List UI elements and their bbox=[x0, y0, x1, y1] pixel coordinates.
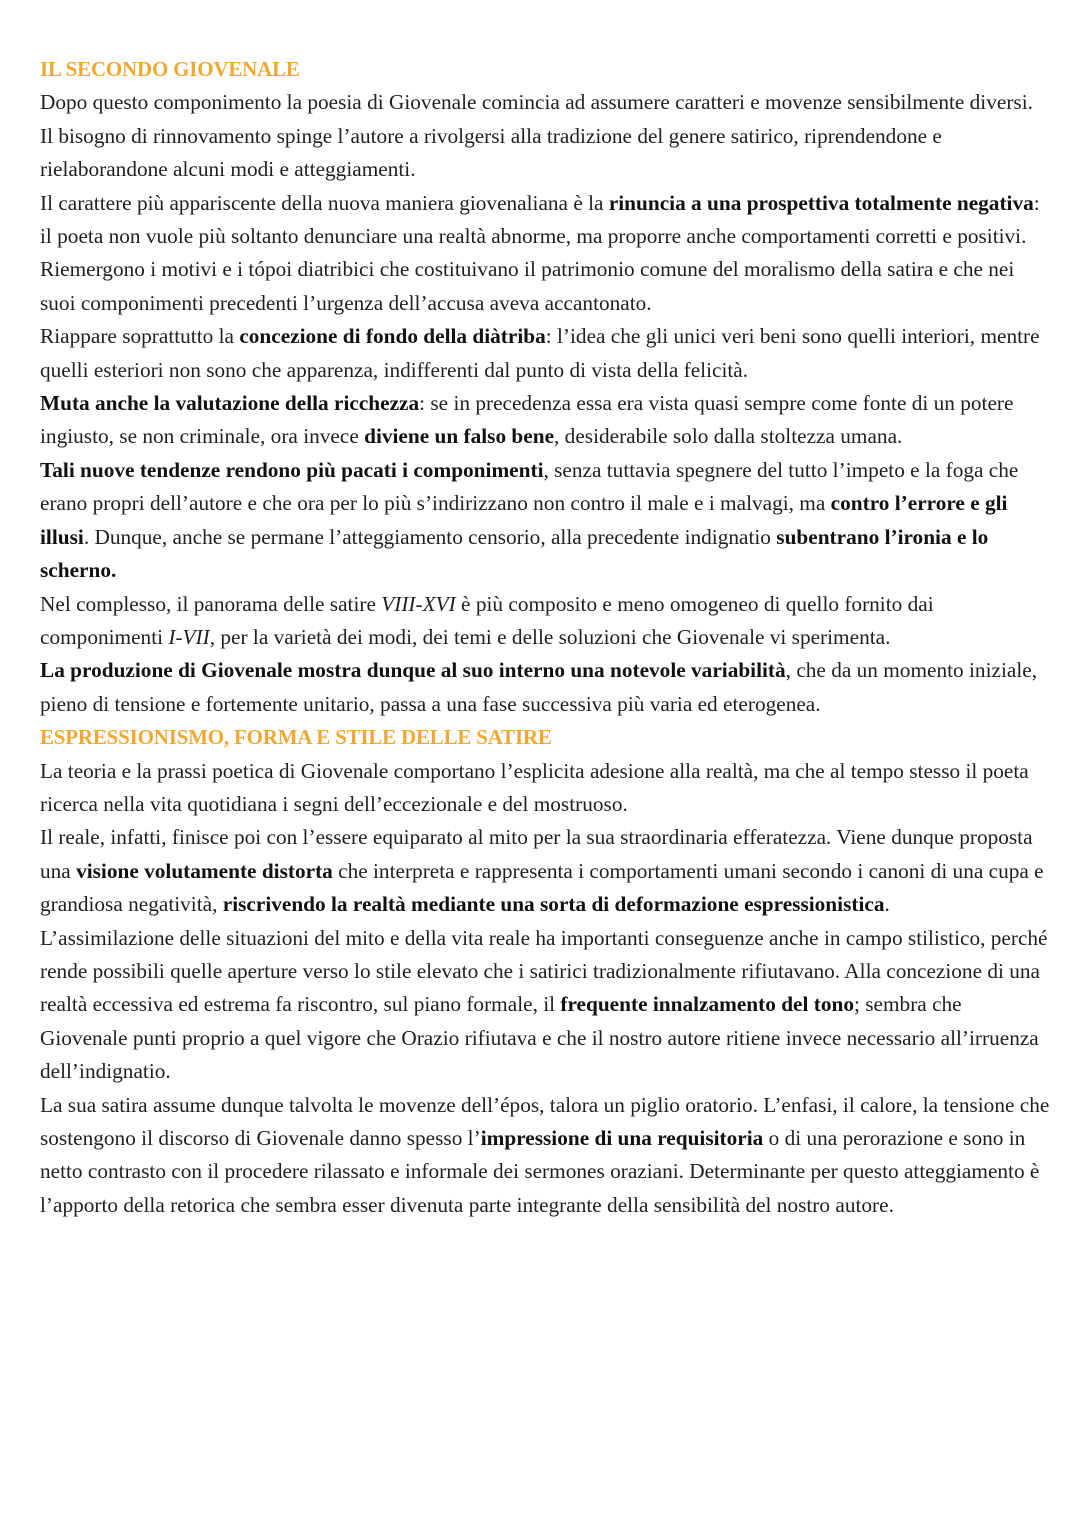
paragraph bbox=[40, 755, 1050, 822]
text-run: è più composito e meno omogeneo di quello fornito dai componimenti bbox=[40, 591, 934, 649]
bold-text-run: diviene un falso bene bbox=[364, 424, 555, 449]
italic-text-run: I-VII bbox=[168, 624, 210, 649]
bold-text-run: riscrivendo la realtà mediante una sorta di deformazione espressionistica bbox=[222, 892, 885, 917]
text-run: che interpreta e rappresenta i comportamenti umani secondo i canoni di una cupa e grandiosa negatività, bbox=[40, 858, 1044, 917]
text-run: , per la varietà dei modi, dei temi e delle soluzioni che Giovenale vi sperimenta. bbox=[209, 624, 891, 649]
bold-text-run: concezione di fondo della diàtriba bbox=[239, 324, 546, 349]
text-run: Il carattere più appariscente della nuova maniera giovenaliana è la bbox=[40, 190, 609, 215]
paragraph bbox=[40, 387, 1050, 454]
bold-text-run: Tali nuove tendenze rendono più pacati i componimenti bbox=[40, 457, 544, 482]
text-run: Riappare soprattutto la bbox=[40, 324, 240, 349]
section-heading-secondo-giovenale: IL SECONDO GIOVENALE bbox=[40, 57, 300, 81]
text-run: Il reale, infatti, finisce poi con l’essere equiparato al mito per la sua straordinaria efferatezza. Viene dunque proposta una bbox=[40, 825, 1033, 883]
paragraph bbox=[40, 1089, 1050, 1223]
text-run: La teoria e la prassi poetica di Giovenale comportano l’esplicita adesione alla realtà, ma che al tempo stesso il poeta ricerca nella vita quotidiana i segni dell’eccezionale e del mostruoso. bbox=[40, 758, 1029, 816]
text-run: : il poeta non vuole più soltanto denunciare una realtà abnorme, ma proporre anche comportamenti corretti e positivi. Riemergono i motivi e i tópoi diatribici che costituivano il patrimonio comune del moralismo della satira e che nei suoi componimenti precedenti l’urgenza dell’accusa aveva accantonato. bbox=[40, 190, 1040, 315]
paragraph bbox=[40, 922, 1050, 1089]
text-run: , che da un momento iniziale, pieno di tensione e fortemente unitario, passa a una fase successiva più varia ed eterogenea. bbox=[40, 658, 1038, 716]
bold-text-run: La produzione di Giovenale mostra dunque al suo interno una notevole variabilità bbox=[40, 658, 786, 683]
text-run: , senza tuttavia spegnere del tutto l’impeto e la foga che erano propri dell’autore e che ora per lo più s’indirizzano non contro il male e i malvagi, ma bbox=[40, 457, 1019, 516]
text-run: La sua satira assume dunque talvolta le movenze dell’épos, talora un piglio oratorio. L’enfasi, il calore, la tensione che sostengono il discorso di Giovenale danno spesso l’ bbox=[40, 1092, 1050, 1150]
bold-text-run: contro l’errore e gli illusi bbox=[40, 491, 1008, 549]
document-page bbox=[40, 53, 1050, 1222]
text-run: : l’idea che gli unici veri beni sono quelli interiori, mentre quelli esteriori non sono che apparenza, indifferenti dal punto di vista della felicità. bbox=[40, 324, 1040, 382]
section-heading-espressionismo: ESPRESSIONISMO, FORMA E STILE DELLE SATIRE bbox=[40, 725, 552, 750]
bold-text-run: rinuncia a una prospettiva totalmente negativa bbox=[608, 190, 1034, 215]
text-run: , desiderabile solo dalla stoltezza umana. bbox=[554, 424, 903, 449]
paragraph bbox=[40, 821, 1050, 921]
paragraph bbox=[40, 320, 1050, 387]
paragraph bbox=[40, 654, 1050, 721]
text-run: o di una perorazione e sono in netto contrasto con il procedere rilassato e informale dei sermones oraziani. Determinante per questo atteggiamento è l’apporto della retorica che sembra esser divenuta parte integrante della sensibilità del nostro autore. bbox=[40, 1126, 1040, 1217]
text-run: Nel complesso, il panorama delle satire bbox=[40, 591, 382, 616]
text-run: . bbox=[884, 892, 890, 917]
bold-text-run: visione volutamente distorta bbox=[76, 858, 333, 883]
text-run: Dopo questo componimento la poesia di Giovenale comincia ad assumere caratteri e movenze sensibilmente diversi. Il bisogno di rinnovamento spinge l’autore a rivolgersi alla tradizione del genere satirico, riprendendone e rielaborandone alcuni modi e atteggiamenti. bbox=[40, 90, 1033, 182]
paragraph bbox=[40, 86, 1050, 186]
paragraph bbox=[40, 454, 1050, 588]
text-run: : se in precedenza essa era vista quasi sempre come fonte di un potere ingiusto, se non criminale, ora invece bbox=[40, 391, 1014, 449]
paragraph bbox=[40, 588, 1050, 655]
paragraph bbox=[40, 187, 1050, 321]
bold-text-run: subentrano l’ironia e lo scherno. bbox=[40, 524, 989, 583]
text-run: ; sembra che Giovenale punti proprio a quel vigore che Orazio rifiutava e che il nostro autore ritiene invece necessario all’irruenza dell’indignatio. bbox=[40, 992, 1039, 1084]
bold-text-run: Muta anche la valutazione della ricchezza bbox=[40, 391, 420, 416]
bold-text-run: impressione di una requisitoria bbox=[480, 1126, 764, 1150]
bold-text-run: frequente innalzamento del tono bbox=[560, 992, 854, 1017]
italic-text-run: VIII-XVI bbox=[381, 591, 456, 616]
text-run: . Dunque, anche se permane l’atteggiamento censorio, alla precedente indignatio bbox=[83, 524, 777, 549]
text-run: L’assimilazione delle situazioni del mito e della vita reale ha importanti conseguenze anche in campo stilistico, perché rende possibili quelle aperture verso lo stile elevato che i satirici tradizionalmente rifiutavano. Alla concezione di una realtà eccessiva ed estrema fa riscontro, sul piano formale, il bbox=[40, 925, 1048, 1017]
